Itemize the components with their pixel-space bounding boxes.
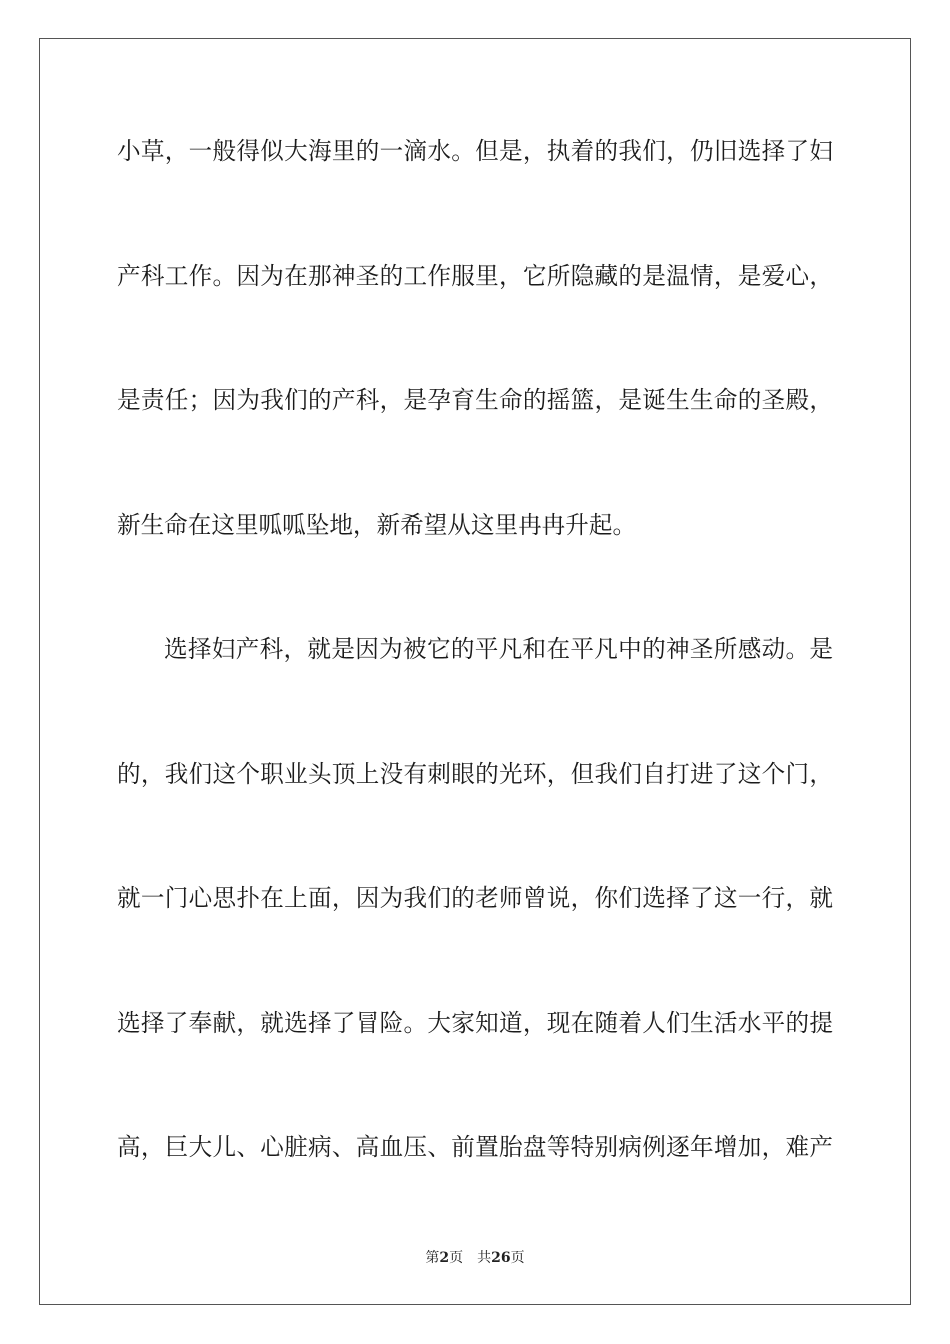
text-line: 产科工作。因为在那神圣的工作服里，它所隐藏的是温情，是爱心， <box>117 261 833 290</box>
total-pages: 26 <box>491 1250 511 1266</box>
text-line: 小草，一般得似大海里的一滴水。但是，执着的我们，仍旧选择了妇 <box>117 137 833 165</box>
page-prefix: 第 <box>425 1250 440 1266</box>
page-footer <box>0 1248 950 1268</box>
page-suffix: 页 <box>449 1250 464 1266</box>
paragraph-first-line: 选择妇产科，就是因为被它的平凡和在平凡中的神圣所感动。是 <box>164 635 833 663</box>
text-line: 选择了奉献，就选择了冒险。大家知道，现在随着人们生活水平的提 <box>117 1008 833 1037</box>
document-body <box>117 126 833 1247</box>
total-suffix: 页 <box>510 1250 525 1266</box>
text-line: 高，巨大儿、心脏病、高血压、前置胎盘等特别病例逐年增加，难产 <box>117 1133 833 1161</box>
text-line: 是责任；因为我们的产科，是孕育生命的摇篮，是诞生生命的圣殿， <box>117 386 833 414</box>
text-line: 新生命在这里呱呱坠地，新希望从这里冉冉升起。 <box>117 510 637 539</box>
text-line: 就一门心思扑在上面，因为我们的老师曾说，你们选择了这一行，就 <box>117 884 833 912</box>
text-line: 的，我们这个职业头顶上没有刺眼的光环，但我们自打进了这个门， <box>117 759 833 788</box>
page-number: 2 <box>439 1250 450 1266</box>
total-prefix: 共 <box>477 1250 492 1266</box>
